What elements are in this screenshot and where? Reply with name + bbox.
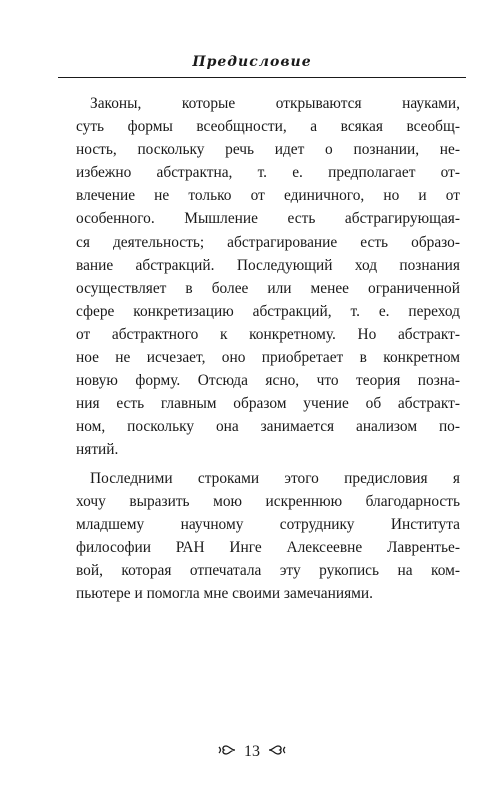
paragraph-2 — [76, 467, 460, 606]
header-rule — [58, 77, 466, 78]
text-line: влечение не только от единичного, но и от — [76, 187, 460, 205]
text-line: философии РАН Инге Алексеевне Лаврентье- — [76, 538, 460, 556]
text-line: вание абстракций. Последующий ход познания — [76, 256, 460, 274]
text-line: от абстрактного к конкретному. Но абстракт- — [76, 325, 460, 343]
text-line: ное не исчезает, оно приобретает в конкретном — [76, 349, 460, 367]
ornament-right-icon — [268, 744, 286, 760]
text-line: пьютере и помогла мне своими замечаниями. — [76, 584, 373, 602]
text-line: избежно абстрактна, т. е. предполагает от- — [76, 164, 460, 182]
text-line: ном, поскольку она занимается анализом по- — [76, 418, 460, 436]
ornament-left-icon — [218, 744, 236, 760]
text-line: осуществляет в более или менее ограниченной — [76, 279, 460, 297]
text-line: Последними строками этого предисловия я — [90, 469, 460, 487]
paragraph-1 — [76, 92, 460, 462]
text-line: младшему научному сотруднику Института — [76, 515, 460, 533]
text-line: хочу выразить мою искреннюю благодарность — [76, 492, 460, 510]
text-line: ность, поскольку речь идет о познании, не- — [76, 141, 460, 159]
text-line: Законы, которые открываются науками, — [90, 95, 460, 112]
text-line: особенного. Мышление есть абстрагирующая- — [76, 210, 460, 228]
text-line: вой, которая отпечатала эту рукопись на ком- — [76, 561, 460, 579]
text-line: сфере конкретизацию абстракций, т. е. переход — [76, 302, 460, 320]
page-number: 13 — [244, 743, 260, 761]
running-head: Предисловие — [192, 54, 312, 70]
text-line: суть формы всеобщности, а всякая всеобщ- — [76, 118, 460, 136]
text-line: ния есть главным образом учение об абстракт- — [76, 395, 460, 413]
text-line: нятий. — [76, 441, 119, 459]
body-text — [76, 92, 460, 605]
text-line: ся деятельность; абстрагирование есть образо- — [76, 233, 460, 251]
text-line: новую форму. Отсюда ясно, что теория позна- — [76, 372, 460, 390]
page-footer — [0, 743, 504, 761]
